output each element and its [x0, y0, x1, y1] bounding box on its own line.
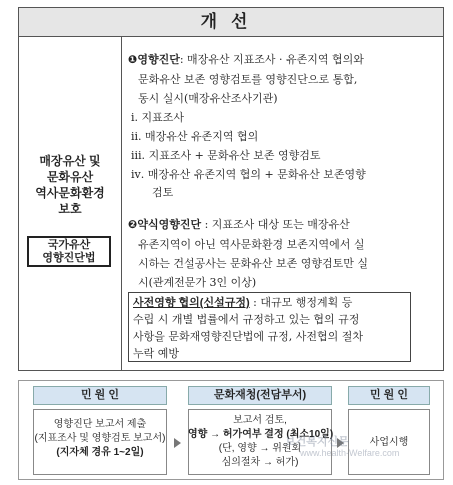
flow-col3-header: 민 원 인	[348, 386, 430, 405]
sub-text: 지표조사	[141, 111, 185, 124]
law-line: 영향진단법	[42, 252, 96, 264]
item2-first-line	[128, 218, 350, 232]
subject-line: 문화유산	[46, 170, 94, 184]
sub-text-cont: 검토	[152, 186, 174, 199]
flow-col2-header: 문화재청(전담부서)	[188, 386, 332, 405]
box2-text: 사항을 문화재영향진단법에 규정, 사전협의 절차	[133, 330, 364, 343]
item2-text: : 지표조사 대상 또는 매장유산	[204, 218, 350, 231]
flow-col1-text: (지자체 경유 1~2일)	[56, 447, 144, 458]
sub-item	[131, 149, 321, 163]
watermark-url: www.health-Welfare.com	[300, 448, 400, 458]
page-title: 개선	[18, 7, 444, 37]
sub-text: 매장유산 유존지역 협의	[145, 130, 259, 143]
flow-col2-text: 영향 → 허가여부 결정 (최소10일)	[188, 429, 334, 440]
sub-text: 지표조사 + 문화유산 보존 영향검토	[148, 149, 321, 162]
item2-heading: 약식영향진단	[137, 219, 202, 231]
subject-line: 보호	[58, 202, 82, 216]
sub-numeral: ⅰ.	[131, 111, 139, 124]
item1-text: : 매장유산 지표조사 · 유존지역 협의와	[179, 53, 364, 66]
flow-col2-text: 보고서 검토,	[233, 415, 287, 426]
subject-title	[22, 153, 118, 217]
sub-numeral: ⅳ.	[131, 168, 145, 181]
sub-item	[131, 111, 184, 125]
arrow-right-icon	[174, 438, 181, 448]
sub-item	[131, 168, 366, 182]
item2-marker: ❷	[128, 219, 138, 231]
item1-text: 동시 실시(매장유산조사기관)	[138, 92, 278, 105]
flow-col1-header: 민 원 인	[33, 386, 167, 405]
item1-heading: 영향진단	[137, 54, 180, 66]
sub-numeral: ⅲ.	[131, 149, 146, 162]
sub-text: 매장유산 유존지역 협의 + 문화유산 보존영향	[147, 168, 366, 181]
box2-text: 수립 시 개별 법률에서 규정하고 있는 협의 규정	[133, 313, 360, 326]
flow-col1-text: 영향진단 보고서 제출	[53, 419, 147, 430]
box2-first-line	[133, 296, 352, 310]
flow-col3-text: 사업시행	[369, 437, 409, 448]
subject-line: 역사문화환경	[35, 186, 105, 200]
law-line: 국가유산	[47, 239, 91, 251]
watermark: 보건복지신문	[285, 436, 349, 448]
box2-text: : 대규모 행정계획 등	[253, 296, 353, 309]
flow-col2-text: (단, 영향 → 위원회	[218, 443, 302, 454]
box2-heading: 사전영향 협의(신설규정)	[133, 297, 250, 309]
law-name-box	[27, 236, 111, 267]
subject-line: 매장유산 및	[39, 154, 101, 168]
item1-marker: ❶	[128, 54, 138, 66]
sub-item	[131, 130, 258, 144]
item1-first-line	[128, 53, 364, 67]
flow-col1-text: (지표조사 및 영향검토 보고서)	[34, 433, 166, 444]
item2-text: 시하는 건설공사는 문화유산 보존 영향검토만 실	[138, 257, 369, 270]
item2-text: 시(관계전문가 3인 이상)	[138, 276, 257, 289]
item1-text: 문화유산 보존 영향검토를 영향진단으로 통합,	[138, 73, 358, 86]
item2-text: 유존지역이 아닌 역사문화환경 보존지역에서 실	[138, 238, 365, 251]
sub-numeral: ⅱ.	[131, 130, 142, 143]
flow-col2-text: 심의절차 → 허가)	[221, 457, 299, 468]
box2-text: 누락 예방	[133, 347, 180, 360]
